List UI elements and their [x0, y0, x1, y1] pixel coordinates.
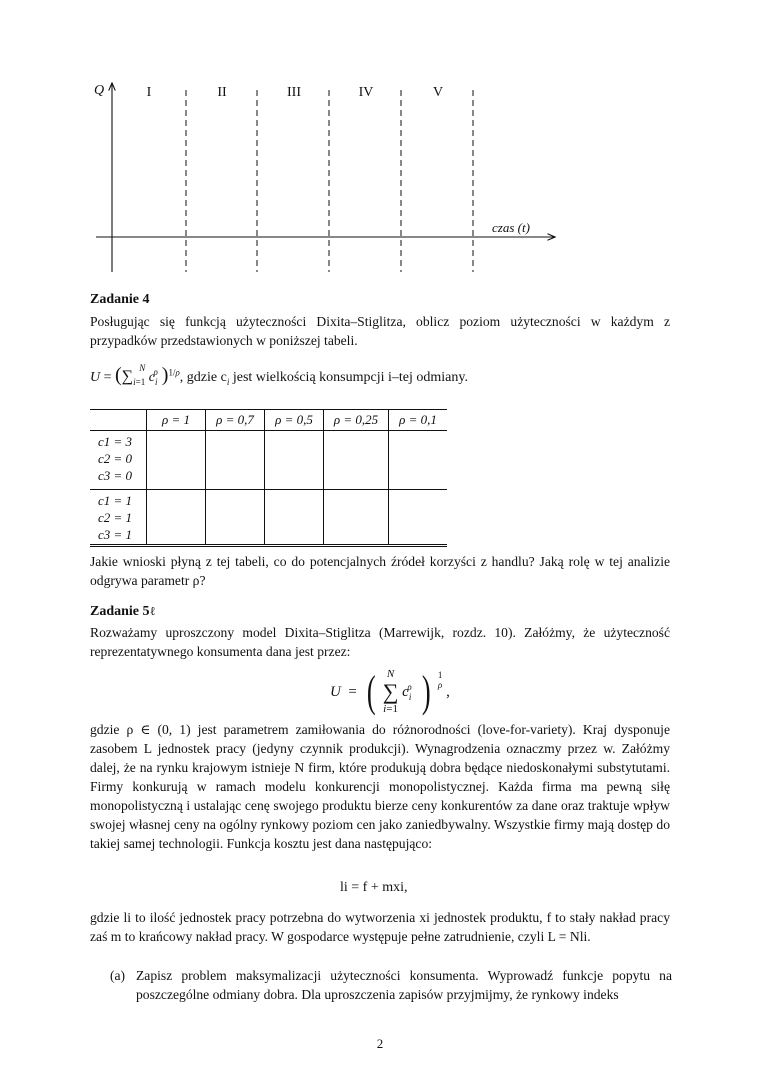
table-cell [147, 490, 206, 546]
row-group-1 [90, 431, 147, 490]
page-number: 2 [376, 1036, 384, 1051]
task5-heading-text: Zadanie 5 [90, 604, 150, 619]
table-cell [324, 490, 389, 546]
row-group-2 [90, 490, 147, 546]
task5-cost-formula: li = f + mxi, [340, 880, 408, 895]
table-cell [147, 431, 206, 490]
task4-formula: $U = (\sum_{i=1}^N$ $c_i^\rho$ )$^{1/\rho}$, gdzie $c_i$ jest wielkością konsumpcji i–tej odmiany. [90, 363, 468, 387]
row-label: c3 = 0 [98, 468, 133, 483]
table-cell [389, 431, 448, 490]
item-a-label: (a) [110, 968, 126, 983]
col-header: ρ = 0,7 [206, 410, 265, 431]
utility-table [90, 409, 447, 547]
task4-formula-suffix2: jest wielkością konsumpcji i–tej odmiany. [229, 370, 468, 385]
col-header: ρ = 0,25 [324, 410, 389, 431]
task4-heading: Zadanie 4 [90, 292, 150, 307]
period-label-2: II [217, 85, 227, 100]
row-label: c1 = 1 [98, 493, 133, 508]
task5-item-a [112, 966, 672, 1004]
table-cell [206, 490, 265, 546]
task5-utility-formula: U = ( N ∑ i=1 $c_i^\rho$ ) 1 ρ , [330, 667, 450, 716]
table-cell [265, 431, 324, 490]
period-label-1: I [146, 85, 152, 100]
task5-heading [90, 604, 155, 620]
task4-formula-suffix: , gdzie c [179, 370, 227, 385]
table-cell [324, 431, 389, 490]
y-axis-label: Q [94, 83, 105, 98]
x-axis-label: czas (t) [492, 220, 530, 235]
col-header: ρ = 0,5 [265, 410, 324, 431]
period-label-4: IV [358, 85, 374, 100]
task4-question: Jakie wnioski płyną z tej tabeli, co do potencjalnych źródeł korzyści z handlu? Jaką rolę w tej analizie odgrywa parametr ρ? [90, 554, 670, 588]
table-cell [265, 490, 324, 546]
period-axes [84, 72, 564, 282]
task5-heading-mark: ℓ [150, 604, 156, 618]
task4-intro: Posługując się funkcją użyteczności Dixita–Stiglitza, oblicz poziom użyteczności w każdym z przypadków przedstawionych w poniższej tabeli. [90, 314, 670, 348]
task5-body1: gdzie ρ ∈ (0, 1) jest parametrem zamiłowania do różnorodności (love-for-variety). Kraj dysponuje zasobem L jednostek pracy (jedyny czynnik produkcji). Wynagrodzenia oznaczmy przez w. Załóżmy dalej, że na rynku krajowym istnieje N firm, które produkują dobra będące niedoskonałymi substytutami. Firmy konkurują w ramach modelu konkurencji monopolistycznej. Każda firma ma pewną siłę monopolistyczną i ustalając cenę swojego produktu bierze ceny konkurentów za dane oraz traktuje wpływ swojej własnej ceny na ogólny rynkowy poziom cen jako zaniedbywalny. Wszystkie firmy mają dostęp do takiej samej technologii. Funkcja kosztu jest dana następująco: [90, 722, 670, 851]
item-a-text: Zapisz problem maksymalizacji użyteczności konsumenta. Wyprowadź funkcje popytu na poszczególne odmiany dobra. Dla uproszczenia zapisów przyjmijmy, że rynkowy indeks [136, 968, 672, 1002]
col-header: ρ = 1 [147, 410, 206, 431]
task5-body2: gdzie li to ilość jednostek pracy potrzebna do wytworzenia xi jednostek produktu, f to stały nakład pracy zaś m to krańcowy nakład pracy. W gospodarce występuje pełne zatrudnienie, czyli L = Nli. [90, 910, 670, 944]
row-label: c1 = 3 [98, 434, 133, 449]
table-cell [206, 431, 265, 490]
period-label-3: III [287, 85, 301, 100]
task5-intro: Rozważamy uproszczony model Dixita–Stiglitza (Marrewijk, rozdz. 10). Załóżmy, że użyteczność reprezentatywnego konsumenta dana jest przez: [90, 625, 670, 659]
col-header: ρ = 0,1 [389, 410, 448, 431]
row-label: c2 = 1 [98, 510, 133, 525]
row-label: c3 = 1 [98, 527, 133, 542]
period-label-5: V [432, 85, 444, 100]
period-figure [84, 72, 564, 282]
row-label: c2 = 0 [98, 451, 133, 466]
table-cell [389, 490, 448, 546]
